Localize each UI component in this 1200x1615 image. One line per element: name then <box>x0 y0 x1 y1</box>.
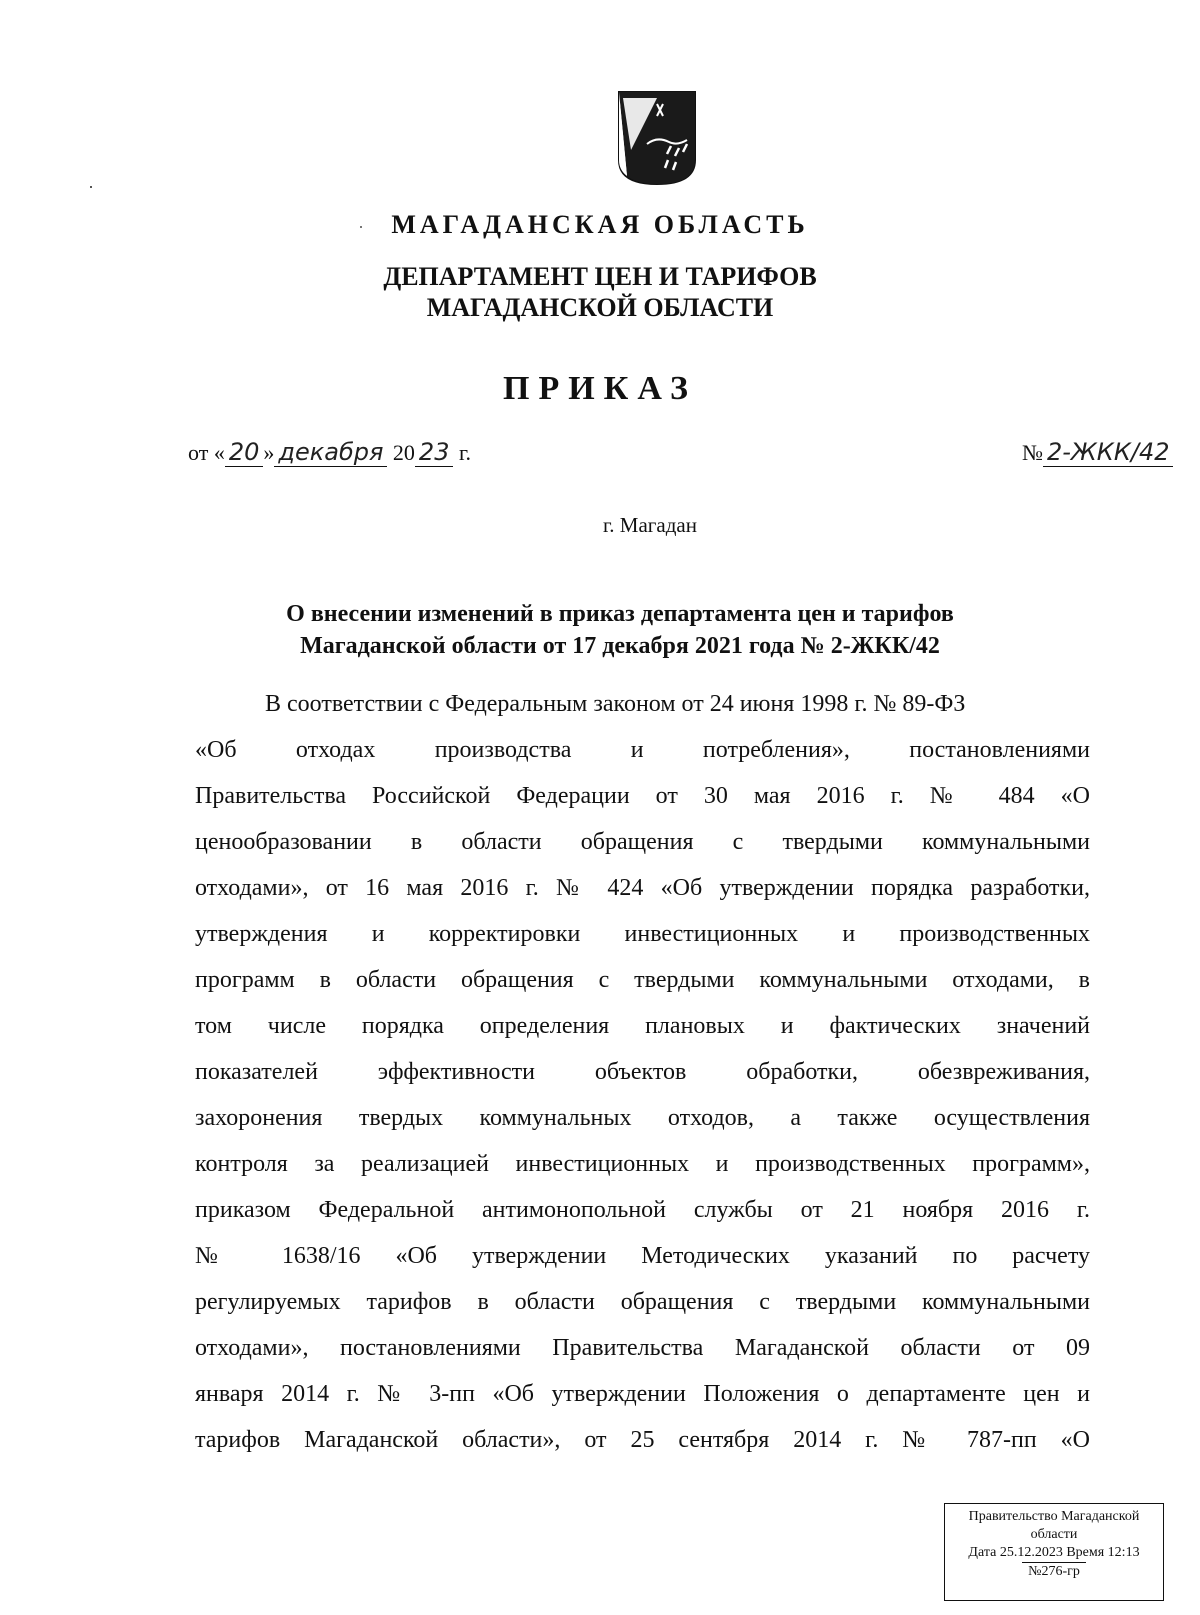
document-type-heading: ПРИКАЗ <box>503 370 697 407</box>
order-date <box>188 438 471 466</box>
body-line: Правительства Российской Федерации от 30 мая 2016 г. № 484 «О <box>195 783 1090 809</box>
body-line: тарифов Магаданской области», от 25 сентября 2014 г. № 787-пп «О <box>195 1427 1090 1453</box>
body-line: захоронения твердых коммунальных отходов, а также осуществления <box>195 1105 1090 1131</box>
order-number <box>1022 438 1173 466</box>
body-line: том числе порядка определения плановых и фактических значений <box>195 1013 1090 1039</box>
body-line: отходами», постановлениями Правительства Магаданской области от 09 <box>195 1335 1090 1361</box>
body-line: утверждения и корректировки инвестиционных и производственных <box>195 921 1090 947</box>
stamp-line: Дата 25.12.2023 Время 12:13 <box>968 1545 1140 1560</box>
stamp-line: №276-гр <box>1022 1562 1086 1581</box>
body-line: регулируемых тарифов в области обращения с твердыми коммунальными <box>195 1289 1090 1315</box>
city-label: г. Магадан <box>603 513 697 537</box>
title-line: Магаданской области от 17 декабря 2021 года № 2-ЖКК/42 <box>300 633 940 659</box>
date-mid: » <box>263 440 275 465</box>
registration-stamp <box>944 1503 1164 1601</box>
coat-of-arms-emblem <box>617 90 697 186</box>
body-line: января 2014 г. № 3-пп «Об утверждении Положения о департаменте цен и <box>195 1381 1090 1407</box>
department-heading-line2: МАГАДАНСКОЙ ОБЛАСТИ <box>426 293 774 322</box>
body-line: № 1638/16 «Об утверждении Методических указаний по расчету <box>195 1243 1090 1269</box>
date-day-handwritten: 20 <box>225 438 264 467</box>
number-value-handwritten: 2-ЖКК/42 <box>1043 438 1173 467</box>
coat-of-arms-icon <box>617 90 697 186</box>
scan-speck <box>90 186 92 188</box>
title-line: О внесении изменений в приказ департамента цен и тарифов <box>286 601 954 627</box>
department-heading-line1: ДЕПАРТАМЕНТ ЦЕН И ТАРИФОВ <box>383 262 817 291</box>
body-line: показателей эффективности объектов обработки, обезвреживания, <box>195 1059 1090 1085</box>
body-line: В соответствии с Федеральным законом от 24 июня 1998 г. № 89-ФЗ <box>265 691 966 717</box>
body-line: «Об отходах производства и потребления», постановлениями <box>195 737 1090 763</box>
body-line: контроля за реализацией инвестиционных и производственных программ», <box>195 1151 1090 1177</box>
number-prefix: № <box>1022 440 1043 465</box>
region-heading: МАГАДАНСКАЯ ОБЛАСТЬ <box>391 210 809 239</box>
stamp-line: Правительство Магаданской <box>968 1509 1140 1524</box>
date-suffix: г. <box>453 440 472 465</box>
date-month-handwritten: декабря <box>274 438 387 467</box>
stamp-line: области <box>1030 1527 1078 1542</box>
body-line: приказом Федеральной антимонопольной службы от 21 ноября 2016 г. <box>195 1197 1090 1223</box>
date-prefix: от « <box>188 440 225 465</box>
date-year-handwritten: 23 <box>415 438 454 467</box>
body-line: ценообразовании в области обращения с твердыми коммунальными <box>195 829 1090 855</box>
document-title <box>120 598 1120 662</box>
date-year-prefix: 20 <box>392 440 415 465</box>
body-line: отходами», от 16 мая 2016 г. № 424 «Об утверждении порядка разработки, <box>195 875 1090 901</box>
body-line: программ в области обращения с твердыми коммунальными отходами, в <box>195 967 1090 993</box>
document-body <box>195 681 1090 1463</box>
